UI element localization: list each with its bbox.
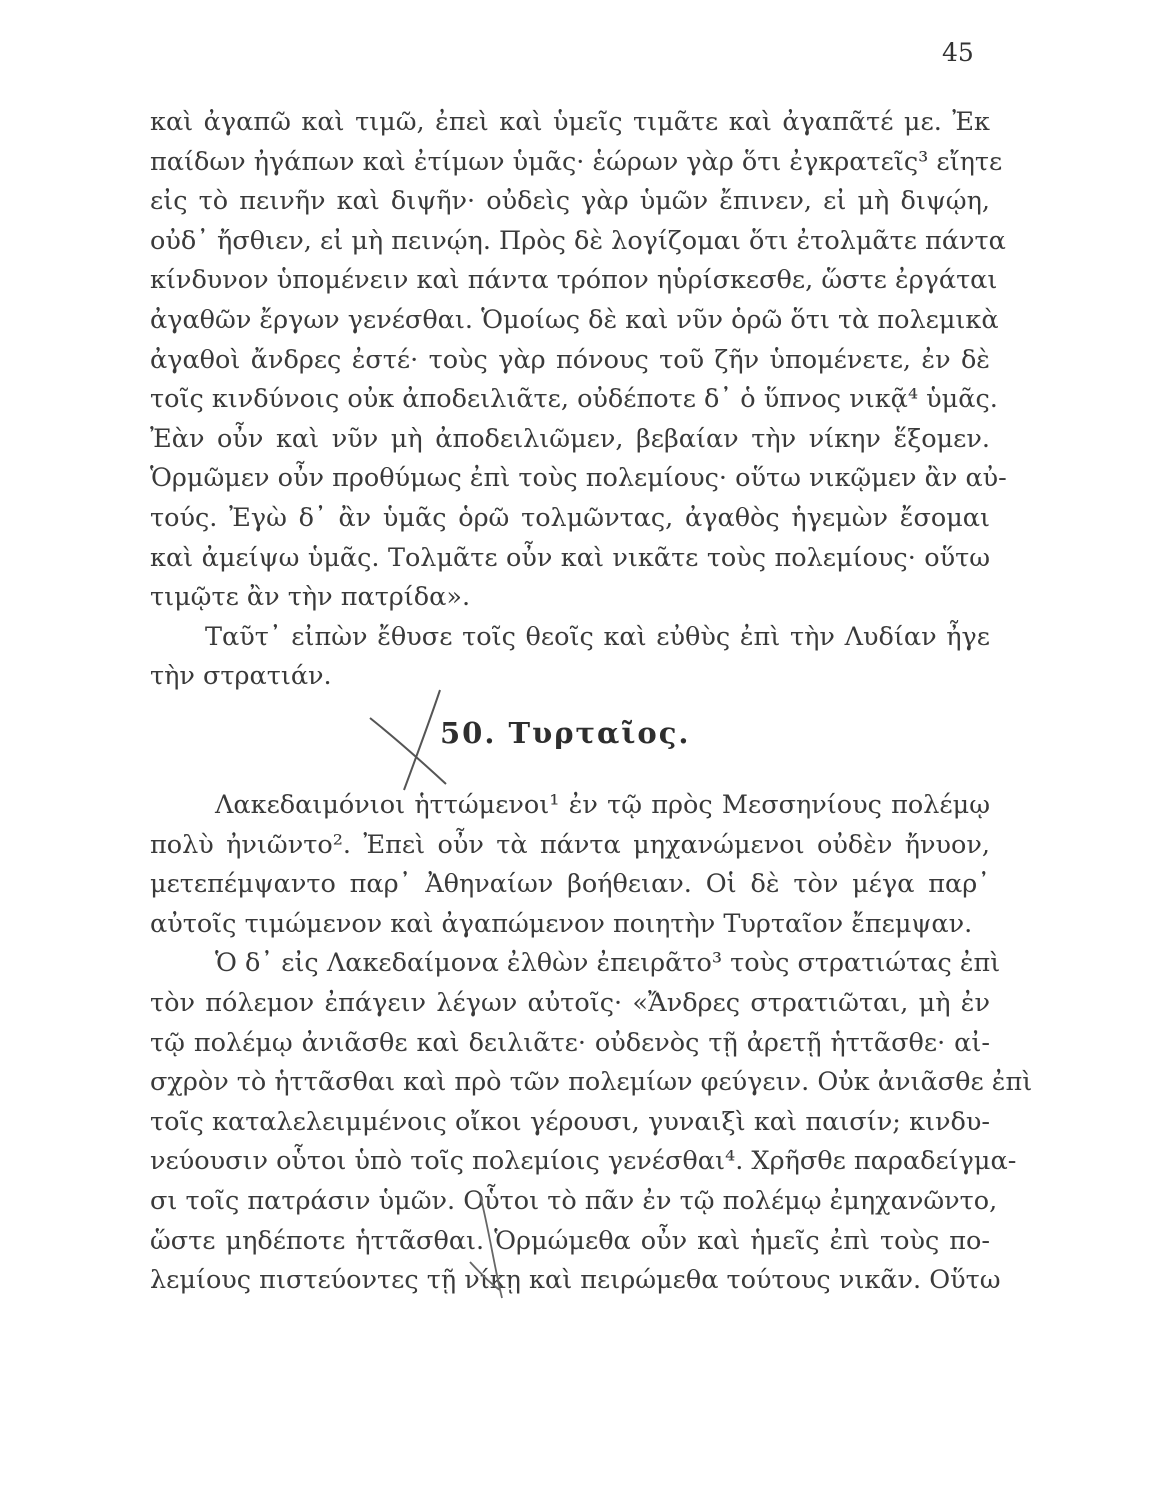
text-line: καὶ ἀγαπῶ καὶ τιμῶ, ἐπεὶ καὶ ὑμεῖς τιμᾶτε καὶ ἀγαπᾶτέ με. Ἐκ [150, 107, 990, 137]
text-line: τοῖς καταλελειμμένοις οἴκοι γέρουσι, γυναιξὶ καὶ παισίν; κινδυ- [150, 1106, 990, 1137]
text-line: εἰς τὸ πεινῆν καὶ διψῆν· οὐδεὶς γὰρ ὑμῶν ἔπινεν, εἰ μὴ διψῴη, [150, 186, 990, 217]
text-line: οὐδ᾽ ἤσθιεν, εἰ μὴ πεινῴη. Πρὸς δὲ λογίζομαι ὅτι ἐτολμᾶτε πάντα [150, 225, 1006, 256]
text-line: Ταῦτ᾽ εἰπὼν ἔθυσε τοῖς θεοῖς καὶ εὐθὺς ἐπὶ τὴν Λυδίαν ἦγε [205, 621, 990, 652]
text-line: λεμίους πιστεύοντες τῇ νίκῃ καὶ πειρώμεθα τούτους νικᾶν. Οὕτω [150, 1265, 1001, 1296]
text-line: μετεπέμψαντο παρ᾽ Ἀθηναίων βοήθειαν. Οἱ δὲ τὸν μέγα παρ᾽ [150, 869, 990, 900]
text-line: ἀγαθοὶ ἄνδρες ἐστέ· τοὺς γὰρ πόνους τοῦ ζῆν ὑπομένετε, ἐν δὲ [150, 344, 990, 375]
text-line: νεύουσιν οὗτοι ὑπὸ τοῖς πολεμίοις γενέσθαι⁴. Χρῆσθε παραδείγμα- [150, 1146, 1017, 1177]
text-line: παίδων ἠγάπων καὶ ἐτίμων ὑμᾶς· ἑώρων γὰρ ὅτι ἐγκρατεῖς³ εἴητε [150, 146, 1003, 177]
text-line: Ἐὰν οὖν καὶ νῦν μὴ ἀποδειλιῶμεν, βεβαίαν τὴν νίκην ἕξομεν. [150, 423, 990, 454]
text-line: τὸν πόλεμον ἐπάγειν λέγων αὐτοῖς· «Ἄνδρες στρατιῶται, μὴ ἐν [150, 988, 990, 1018]
text-line: Ὁ δ᾽ εἰς Λακεδαίμονα ἐλθὼν ἐπειρᾶτο³ τοὺς στρατιώτας ἐπὶ [215, 948, 1001, 979]
text-line: ὥστε μηδέποτε ἡττᾶσθαι. Ὁρμώμεθα οὖν καὶ ἡμεῖς ἐπὶ τοὺς πο- [150, 1225, 990, 1256]
text-line: τῷ πολέμῳ ἀνιᾶσθε καὶ δειλιᾶτε· οὐδενὸς τῇ ἀρετῇ ἡττᾶσθε· αἰ- [150, 1027, 990, 1058]
page-number: 45 [942, 38, 974, 67]
text-line: Λακεδαιμόνιοι ἡττώμενοι¹ ἐν τῷ πρὸς Μεσσηνίους πολέμῳ [215, 790, 990, 820]
text-line: τοῖς κινδύνοις οὐκ ἀποδειλιᾶτε, οὐδέποτε δ᾽ ὁ ὕπνος νικᾷ⁴ ὑμᾶς. [150, 384, 998, 415]
text-line: σι τοῖς πατράσιν ὑμῶν. Οὗτοι τὸ πᾶν ἐν τῷ πολέμῳ ἐμηχανῶντο, [150, 1186, 998, 1216]
text-line: καὶ ἀμείψω ὑμᾶς. Τολμᾶτε οὖν καὶ νικᾶτε τοὺς πολεμίους· οὕτω [150, 542, 990, 573]
text-line: τιμῷτε ἂν τὴν πατρίδα». [150, 582, 471, 613]
text-line: ἀγαθῶν ἔργων γενέσθαι. Ὁμοίως δὲ καὶ νῦν ὁρῶ ὅτι τὰ πολεμικὰ [150, 305, 999, 335]
section-heading: 50. Τυρταῖος. [440, 716, 691, 750]
text-line: τὴν στρατιάν. [150, 661, 332, 692]
text-line: κίνδυνον ὑπομένειν καὶ πάντα τρόπον ηὑρίσκεσθε, ὥστε ἐργάται [150, 265, 998, 296]
text-line: πολὺ ἠνιῶντο². Ἐπεὶ οὖν τὰ πάντα μηχανώμενοι οὐδὲν ἤνυον, [150, 829, 990, 860]
text-line: Ὁρμῶμεν οὖν προθύμως ἐπὶ τοὺς πολεμίους· οὕτω νικῷμεν ἂν αὐ- [150, 463, 1007, 494]
text-line: αὐτοῖς τιμώμενον καὶ ἀγαπώμενον ποιητὴν Τυρταῖον ἔπεμψαν. [150, 908, 973, 939]
text-line: τούς. Ἐγὼ δ᾽ ἂν ὑμᾶς ὁρῶ τολμῶντας, ἀγαθὸς ἡγεμὼν ἔσομαι [150, 503, 990, 533]
text-line: σχρὸν τὸ ἡττᾶσθαι καὶ πρὸ τῶν πολεμίων φεύγειν. Οὐκ ἀνιᾶσθε ἐπὶ [150, 1067, 1033, 1098]
